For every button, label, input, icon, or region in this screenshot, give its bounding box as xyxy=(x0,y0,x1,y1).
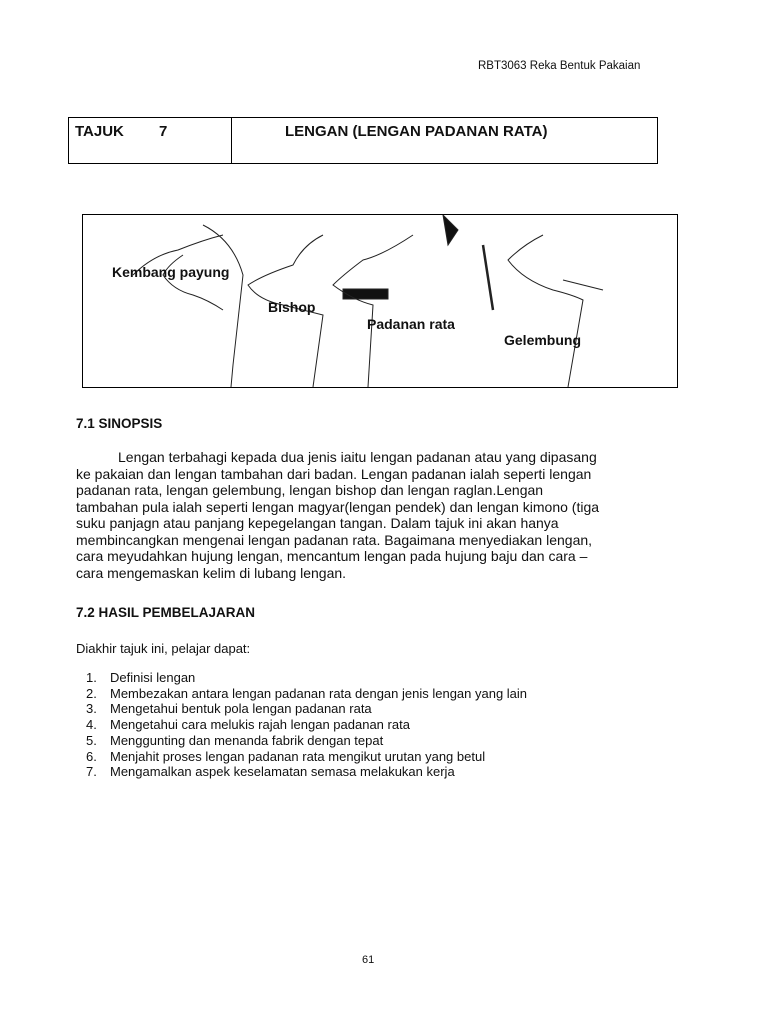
item-text: Mengamalkan aspek keselamatan semasa melakukan kerja xyxy=(110,764,455,780)
list-item xyxy=(86,717,527,733)
list-item xyxy=(86,701,527,717)
item-number: 3. xyxy=(86,701,97,717)
sleeve-sketches xyxy=(83,215,677,387)
section-heading-hasil: 7.2 HASIL PEMBELAJARAN xyxy=(76,605,256,620)
item-text: Mengetahui cara melukis rajah lengan padanan rata xyxy=(110,717,410,733)
sinopsis-paragraph xyxy=(76,449,599,581)
item-text: Definisi lengan xyxy=(110,670,196,685)
para-line: suku panjagn atau panjang kepegelangan tangan. Dalam tajuk ini akan hanya xyxy=(76,515,559,531)
label-kembang-payung: Kembang payung xyxy=(112,264,230,280)
list-item xyxy=(86,686,527,702)
topic-title: LENGAN (LENGAN PADANAN RATA) xyxy=(285,123,548,140)
item-number: 4. xyxy=(86,717,97,733)
item-text: Mengetahui bentuk pola lengan padanan rata xyxy=(110,701,372,717)
running-header: RBT3063 Reka Bentuk Pakaian xyxy=(478,60,641,72)
para-line: cara mengemaskan kelim di lubang lengan. xyxy=(76,564,347,581)
para-line: Lengan terbahagi kepada dua jenis iaitu lengan padanan atau yang dipasang xyxy=(118,449,597,465)
topic-number: 7 xyxy=(159,123,168,140)
para-line: padanan rata, lengan gelembung, lengan bishop dan lengan raglan.Lengan xyxy=(76,482,544,498)
para-line: cara meyudahkan hujung lengan, mencantum lengan pada hujung baju dan cara – xyxy=(76,548,588,564)
item-text: Menjahit proses lengan padanan rata mengikut urutan yang betul xyxy=(110,748,486,764)
item-number: 2. xyxy=(86,685,97,701)
label-padanan-rata: Padanan rata xyxy=(367,316,455,332)
learning-intro: Diakhir tajuk ini, pelajar dapat: xyxy=(76,641,251,656)
item-text: Membezakan antara lengan padanan rata dengan jenis lengan yang lain xyxy=(110,685,528,701)
item-number: 5. xyxy=(86,732,97,748)
title-divider xyxy=(231,118,232,163)
label-gelembung: Gelembung xyxy=(504,332,582,348)
item-number: 1. xyxy=(86,670,97,685)
label-bishop: Bishop xyxy=(268,299,316,315)
para-line: membincangkan mengenai lengan padanan rata. Bagaimana menyediakan lengan, xyxy=(76,531,593,548)
para-line: tambahan pula ialah seperti lengan magyar(lengan pendek) dan lengan kimono (tiga xyxy=(76,498,600,515)
item-number: 6. xyxy=(86,748,97,764)
topic-title-box xyxy=(68,117,658,164)
list-item xyxy=(86,733,527,749)
list-item xyxy=(86,670,527,686)
list-item xyxy=(86,749,527,765)
section-heading-sinopsis: 7.1 SINOPSIS xyxy=(76,416,163,431)
para-line: ke pakaian dan lengan tambahan dari badan. Lengan padanan ialah seperti lengan xyxy=(76,465,592,482)
learning-outcomes-list xyxy=(86,670,527,780)
topic-label: TAJUK xyxy=(75,123,124,140)
list-item xyxy=(86,764,527,780)
item-text: Menggunting dan menanda fabrik dengan tepat xyxy=(110,732,384,748)
page-number: 61 xyxy=(362,954,375,966)
item-number: 7. xyxy=(86,764,97,780)
sleeve-illustration xyxy=(82,214,678,388)
